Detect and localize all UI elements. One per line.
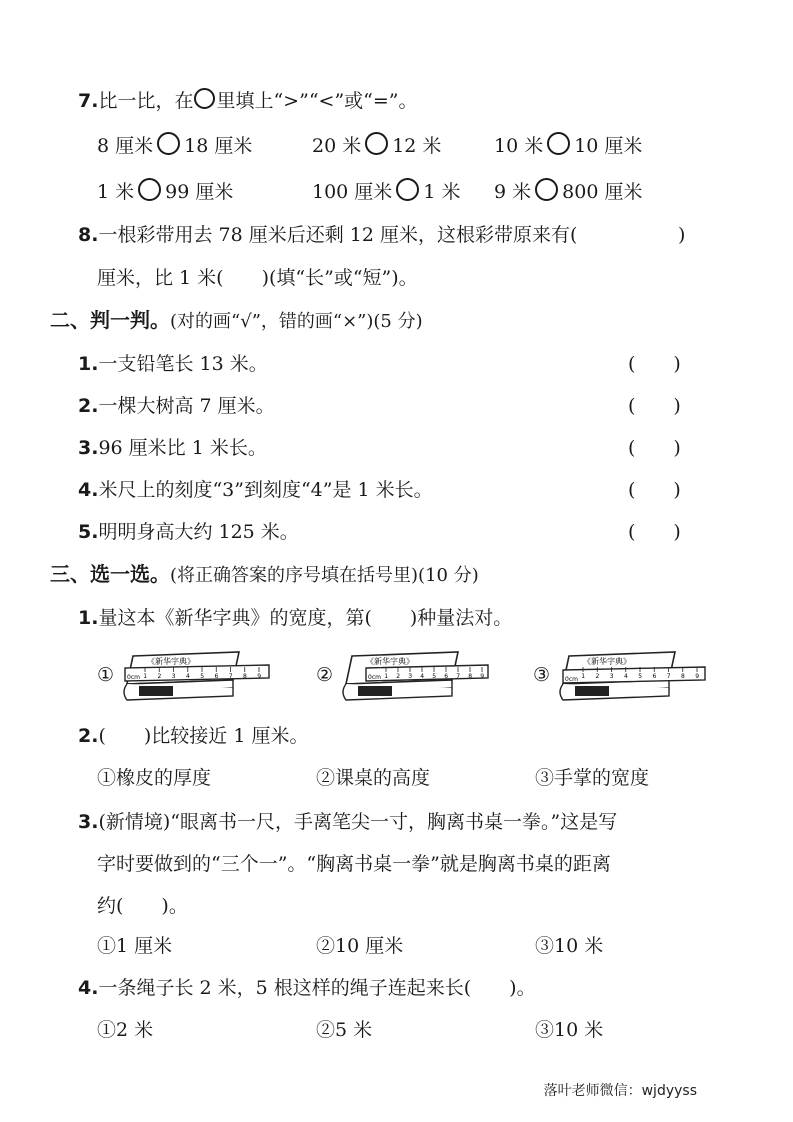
q2-option-1[interactable]: ①橡皮的厚度 (97, 767, 212, 789)
ruler-tick-label: 3 (609, 673, 614, 680)
q7-number: 7. (78, 90, 99, 112)
svg-text:《新华字典》: 《新华字典》 (583, 657, 631, 666)
svg-text:《新华字典》: 《新华字典》 (147, 657, 195, 666)
choice-q3-line-2: 字时要做到的“三个一”。“胸离书桌一拳”就是胸离书桌的距离 (97, 853, 611, 875)
ruler-tick-label: 9 (480, 673, 485, 680)
option-number: ② (316, 664, 334, 686)
ruler-tick-label: 1 (143, 673, 148, 680)
judge-item-1: 1.一支铅笔长 13 米。 (78, 353, 268, 375)
answer-circle[interactable] (157, 132, 180, 155)
choice-q1: 1.量这本《新华字典》的宽度，第( )种量法对。 (78, 607, 513, 629)
judge-answer-4[interactable]: ( ) (628, 479, 681, 501)
ruler-option-3[interactable] (533, 648, 703, 708)
ruler-tick-label: 2 (157, 673, 162, 680)
judge-answer-3[interactable]: ( ) (628, 437, 681, 459)
q8-line-1 (78, 223, 577, 247)
q7-prompt (78, 88, 418, 113)
q7-compare-2-3: 9 米 800 厘米 (494, 178, 642, 204)
ruler-tick-label: 9 (257, 673, 262, 680)
ruler-tick-label: 2 (396, 673, 401, 680)
section3-header (50, 562, 479, 588)
ruler-tick-label: 1 (384, 673, 389, 680)
section3-title: 三、选一选。 (50, 562, 170, 586)
q8-number: 8. (78, 224, 99, 246)
svg-text:《新华字典》: 《新华字典》 (366, 657, 414, 666)
section2-note: (对的画“√”，错的画“×”)(5 分) (170, 311, 423, 332)
ruler-tick-label: 7 (228, 673, 233, 680)
ruler-tick-label: 4 (623, 673, 628, 680)
answer-circle[interactable] (535, 178, 558, 201)
answer-circle[interactable] (396, 178, 419, 201)
svg-text:0cm: 0cm (368, 674, 381, 681)
ruler-tick-label: 3 (171, 673, 176, 680)
judge-answer-5[interactable]: ( ) (628, 521, 681, 543)
answer-circle[interactable] (365, 132, 388, 155)
ruler-tick-label: 5 (638, 673, 643, 680)
q7-compare-2-1: 1 米 99 厘米 (97, 178, 233, 204)
choice-q4: 4.一条绳子长 2 米，5 根这样的绳子连起来长( )。 (78, 977, 536, 999)
choice-q3-line-3: 约( )。 (97, 895, 188, 917)
choice-q3-line-1: 3.(新情境)“眼离书一尺，手离笔尖一寸，胸离书桌一拳。”这是写 (78, 811, 618, 833)
book-ruler-icon (557, 648, 707, 708)
q4-option-2[interactable]: ②5 米 (316, 1019, 373, 1041)
judge-answer-2[interactable]: ( ) (628, 395, 681, 417)
q7-text-a: 比一比，在 (98, 90, 194, 112)
q3-option-1[interactable]: ①1 厘米 (97, 935, 173, 957)
ruler-option-1[interactable] (97, 648, 267, 708)
section2-title: 二、判一判。 (50, 308, 170, 332)
choice-q1-text: 量这本《新华字典》的宽度，第( )种量法对。 (98, 607, 513, 629)
ruler-tick-label: 4 (185, 673, 190, 680)
q8-text-1: 一根彩带用去 78 厘米后还剩 12 厘米，这根彩带原来有( (98, 224, 578, 246)
choice-q4-text: 一条绳子长 2 米，5 根这样的绳子连起来长( )。 (98, 977, 536, 999)
q8-paren-end: ) (678, 224, 686, 246)
judge-item-3: 3.96 厘米比 1 米长。 (78, 437, 267, 459)
q4-option-1[interactable]: ①2 米 (97, 1019, 154, 1041)
q4-option-3[interactable]: ③10 米 (535, 1019, 604, 1041)
q7-compare-1-2: 20 米 12 米 (312, 132, 441, 158)
judge-answer-1[interactable]: ( ) (628, 353, 681, 375)
option-number: ③ (533, 664, 551, 686)
ruler-tick-label: 9 (695, 673, 700, 680)
q7-text-b: 里填上“>”“<”或“=”。 (216, 90, 418, 112)
choice-q2: 2.( )比较接近 1 厘米。 (78, 725, 309, 747)
ruler-tick-label: 5 (432, 673, 437, 680)
ruler-tick-label: 8 (680, 673, 685, 680)
ruler-tick-label: 3 (408, 673, 413, 680)
ruler-tick-label: 6 (652, 673, 657, 680)
ruler-tick-label: 1 (581, 673, 586, 680)
footer-contact: 落叶老师微信：wjdyyss (543, 1083, 697, 1099)
choice-q2-text: ( )比较接近 1 厘米。 (98, 725, 309, 747)
q2-option-2[interactable]: ②课桌的高度 (316, 767, 431, 789)
q7-compare-1-3: 10 米 10 厘米 (494, 132, 642, 158)
book-ruler-icon (340, 648, 490, 708)
q2-option-3[interactable]: ③手掌的宽度 (535, 767, 650, 789)
q7-compare-2-2: 100 厘米 1 米 (312, 178, 460, 204)
ruler-tick-label: 6 (214, 673, 219, 680)
judge-item-5: 5.明明身高大约 125 米。 (78, 521, 299, 543)
svg-text:0cm: 0cm (127, 674, 140, 681)
book-ruler-icon (121, 648, 271, 708)
judge-item-2: 2.一棵大树高 7 厘米。 (78, 395, 275, 417)
ruler-tick-label: 8 (242, 673, 247, 680)
ruler-option-2[interactable] (316, 648, 486, 708)
option-number: ① (97, 664, 115, 686)
svg-text:0cm: 0cm (565, 676, 578, 683)
section2-header (50, 308, 423, 334)
q3-option-2[interactable]: ②10 厘米 (316, 935, 404, 957)
circle-icon (194, 88, 215, 109)
ruler-tick-label: 2 (595, 673, 600, 680)
answer-circle[interactable] (547, 132, 570, 155)
q7-compare-1-1: 8 厘米 18 厘米 (97, 132, 252, 158)
ruler-tick-label: 7 (456, 673, 461, 680)
answer-circle[interactable] (138, 178, 161, 201)
q8-line-2: 厘米，比 1 米( )(填“长”或“短”)。 (97, 267, 418, 289)
section3-note: (将正确答案的序号填在括号里)(10 分) (170, 565, 479, 586)
ruler-tick-label: 8 (468, 673, 473, 680)
q3-option-3[interactable]: ③10 米 (535, 935, 604, 957)
ruler-tick-label: 4 (420, 673, 425, 680)
ruler-tick-label: 7 (666, 673, 671, 680)
judge-item-4: 4.米尺上的刻度“3”到刻度“4”是 1 米长。 (78, 479, 433, 501)
ruler-tick-label: 6 (444, 673, 449, 680)
ruler-tick-label: 5 (200, 673, 205, 680)
